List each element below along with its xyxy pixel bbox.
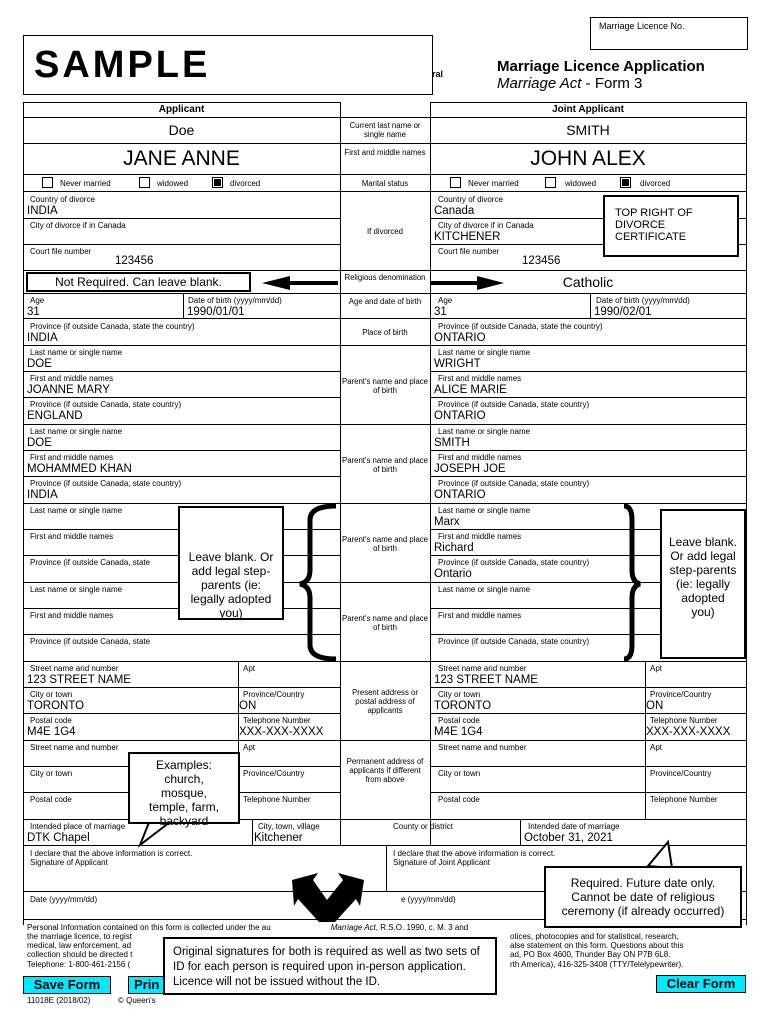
- joint-parent3-province[interactable]: Ontario: [434, 568, 472, 580]
- label-province: Province (if outside Canada, state: [30, 637, 151, 646]
- applicant-header: Applicant: [158, 104, 205, 115]
- applicant-postal[interactable]: M4E 1G4: [27, 726, 76, 738]
- joint-parent1-last[interactable]: WRIGHT: [434, 358, 481, 370]
- label-province: Province (if outside Canada, state country): [438, 637, 590, 646]
- applicant-first-names[interactable]: JANE ANNE: [123, 147, 240, 170]
- header-fragment: ral: [432, 69, 444, 79]
- label-county: County or district: [393, 822, 454, 831]
- label-first-names: First and middle names: [438, 453, 522, 462]
- joint-country-divorce[interactable]: Canada: [434, 205, 475, 217]
- label-city-divorce: City of divorce if in Canada: [438, 221, 534, 230]
- label-phone: Telephone Number: [243, 795, 311, 804]
- label-intended-place: Intended place of marriage: [30, 822, 126, 831]
- label-street: Street name and number: [30, 743, 119, 752]
- applicant-parent2-first[interactable]: MOHAMMED KHAN: [27, 463, 132, 475]
- label-country-divorce: Country of divorce: [438, 195, 503, 204]
- applicant-street[interactable]: 123 STREET NAME: [27, 674, 131, 686]
- label-dob: Date of birth (yyyy/mm/dd): [188, 296, 282, 305]
- label-postal: Postal code: [438, 716, 480, 725]
- joint-birth-province[interactable]: ONTARIO: [434, 332, 486, 344]
- joint-parent2-first[interactable]: JOSEPH JOE: [434, 463, 506, 475]
- label-phone: Telephone Number: [243, 716, 311, 725]
- label-age-dob: Age and date of birth: [348, 297, 422, 306]
- left-brace-shape: [300, 506, 336, 659]
- widowed-label: widowed: [565, 179, 597, 188]
- label-postal: Postal code: [30, 795, 72, 804]
- label-province: Province (if outside Canada, state country): [30, 479, 182, 488]
- label-religious: Religious denomination: [344, 273, 426, 282]
- label-court-file: Court file number: [438, 247, 500, 256]
- label-first-names: First and middle names: [30, 374, 114, 383]
- label-province-birth: Province (if outside Canada, state the country): [438, 322, 603, 331]
- applicant-declaration: I declare that the above information is correct.: [30, 849, 193, 858]
- applicant-parent2-last[interactable]: DOE: [27, 437, 52, 449]
- label-apt: Apt: [243, 743, 256, 752]
- joint-age[interactable]: 31: [434, 306, 447, 318]
- label-if-divorced: If divorced: [367, 227, 403, 236]
- label-signature-date: Date (yyyy/mm/dd): [30, 895, 98, 904]
- joint-phone[interactable]: XXX-XXX-XXXX: [646, 726, 731, 738]
- label-parents-3: Parent's name and place of birth: [342, 535, 429, 553]
- not-required-callout: Not Required. Can leave blank.: [26, 272, 251, 292]
- label-phone: Telephone Number: [650, 716, 718, 725]
- sample-text: SAMPLE: [34, 44, 211, 86]
- label-country-divorce: Country of divorce: [30, 195, 95, 204]
- applicant-parent1-first[interactable]: JOANNE MARY: [27, 384, 110, 396]
- privacy-line-5: Telephone: 1-800-461-2156 (: [27, 960, 131, 969]
- divorced-label: divorced: [230, 179, 261, 188]
- never-married-label: Never married: [60, 179, 111, 188]
- divorced-label: divorced: [640, 179, 671, 188]
- right-brace-shape: [624, 506, 640, 659]
- right-arrow-shape: [430, 276, 504, 290]
- copyright: © Queen's: [118, 996, 156, 1005]
- label-last-name: Last name or single name: [30, 427, 123, 436]
- joint-city[interactable]: TORONTO: [434, 700, 492, 712]
- applicant-dob[interactable]: 1990/01/01: [187, 306, 245, 318]
- label-prov-country: Province/Country: [243, 690, 305, 699]
- joint-parent1-province[interactable]: ONTARIO: [434, 410, 486, 422]
- label-first-middle: First and middle names: [344, 148, 426, 157]
- joint-street[interactable]: 123 STREET NAME: [434, 674, 538, 686]
- label-first-names: First and middle names: [438, 532, 522, 541]
- label-last-name: Last name or single name: [30, 348, 123, 357]
- label-place-birth: Place of birth: [362, 328, 408, 337]
- joint-last-name[interactable]: SMITH: [566, 122, 610, 138]
- label-last-name: Last name or single name: [438, 348, 531, 357]
- widowed-label: widowed: [157, 179, 189, 188]
- label-last-name: Last name or single name: [30, 585, 123, 594]
- label-last-name: Last name or single name: [438, 585, 531, 594]
- label-province: Province (if outside Canada, state country): [438, 479, 590, 488]
- joint-postal[interactable]: M4E 1G4: [434, 726, 483, 738]
- applicant-age[interactable]: 31: [27, 306, 40, 318]
- privacy-line-2: the marriage licence, to regist: [27, 932, 132, 941]
- label-province: Province (if outside Canada, state country): [30, 400, 182, 409]
- original-signatures-callout: Original signatures for both is required as well as two sets of ID for each person is required upon in-person application. Licence will not be issued without the ID.: [163, 937, 497, 995]
- joint-parent2-province[interactable]: ONTARIO: [434, 489, 486, 501]
- print-form-button[interactable]: Prin: [128, 976, 168, 994]
- applicant-city[interactable]: TORONTO: [27, 700, 85, 712]
- label-street: Street name and number: [438, 664, 527, 673]
- label-province-birth: Province (if outside Canada, state the country): [30, 322, 195, 331]
- label-street: Street name and number: [30, 664, 119, 673]
- applicant-phone[interactable]: XXX-XXX-XXXX: [239, 726, 324, 738]
- label-apt: Apt: [650, 743, 663, 752]
- label-last-name: Last name or single name: [438, 506, 531, 515]
- privacy-line-3: medical, law enforcement, ad: [27, 941, 132, 950]
- label-signature-applicant: Signature of Applicant: [30, 858, 108, 867]
- label-signature-joint: Signature of Joint Applicant: [393, 858, 490, 867]
- joint-province[interactable]: ON: [646, 700, 664, 712]
- label-age: Age: [30, 296, 45, 305]
- top-right-callout: TOP RIGHT OF DIVORCE CERTIFICATE: [603, 195, 739, 257]
- applicant-court-file[interactable]: 123456: [115, 255, 154, 267]
- label-city: City or town: [438, 690, 481, 699]
- joint-city-divorce[interactable]: KITCHENER: [434, 231, 501, 243]
- joint-applicant-header: Joint Applicant: [552, 104, 624, 115]
- label-signature-date-joint: e (yyyy/mm/dd): [401, 895, 456, 904]
- never-married-label: Never married: [468, 179, 519, 188]
- applicant-last-name[interactable]: Doe: [168, 122, 195, 138]
- left-arrow-shape: [262, 276, 338, 290]
- label-city: City or town: [438, 769, 481, 778]
- privacy-line-1: Personal Information contained on this form is collected under the au Marriage Act, R.S.O. 1990, c. M. 3 and: [27, 923, 469, 932]
- label-age: Age: [438, 296, 453, 305]
- label-postal: Postal code: [30, 716, 72, 725]
- marriage-place[interactable]: DTK Chapel: [27, 832, 90, 844]
- licence-number-label: Marriage Licence No.: [599, 21, 685, 31]
- label-parents-1: Parent's name and place of birth: [342, 377, 429, 395]
- applicant-parent1-last[interactable]: DOE: [27, 358, 52, 370]
- label-present-address: Present address or postal address of applicants: [352, 688, 418, 715]
- leave-blank-left-callout: Leave blank. Or add legal step-parents (ie: legally adopted you): [178, 506, 284, 620]
- joint-parent3-last[interactable]: Marx: [434, 516, 460, 528]
- joint-religion[interactable]: Catholic: [562, 274, 614, 290]
- privacy-line-4: collection should be directed t: [27, 950, 133, 959]
- privacy-line-3b: alse statement on this form. Questions about this: [510, 941, 684, 950]
- privacy-line-5b: rth America), 416-325-3408 (TTY/Telelypewriter).: [510, 960, 684, 969]
- clear-form-button[interactable]: Clear Form: [656, 975, 746, 993]
- label-first-names: First and middle names: [438, 611, 522, 620]
- label-province: Province (if outside Canada, state country): [438, 558, 590, 567]
- label-prov-country: Province/Country: [243, 769, 305, 778]
- label-parents-4: Parent's name and place of birth: [342, 614, 429, 632]
- label-marital: Marital status: [361, 179, 409, 188]
- label-apt: Apt: [650, 664, 663, 673]
- applicant-parent2-province[interactable]: INDIA: [27, 489, 58, 501]
- marriage-date[interactable]: October 31, 2021: [524, 832, 613, 844]
- act-name: Marriage Act: [497, 75, 582, 92]
- label-last-name: Last name or single name: [30, 506, 123, 515]
- joint-court-file[interactable]: 123456: [522, 255, 561, 267]
- joint-parent1-first[interactable]: ALICE MARIE: [434, 384, 507, 396]
- label-court-file: Court file number: [30, 247, 92, 256]
- examples-callout: Examples: church, mosque, temple, farm, backyard: [128, 752, 240, 824]
- applicant-birth-province[interactable]: INDIA: [27, 332, 58, 344]
- label-current-last: Current last name or single name: [349, 121, 421, 139]
- label-postal: Postal code: [438, 795, 480, 804]
- joint-first-names[interactable]: JOHN ALEX: [530, 147, 646, 170]
- label-province: Province (if outside Canada, state country): [438, 400, 590, 409]
- label-first-names: First and middle names: [30, 453, 114, 462]
- label-permanent-address: Permanent address of applicants if different from above: [346, 757, 424, 784]
- label-first-names: First and middle names: [30, 611, 114, 620]
- label-dob: Date of birth (yyyy/mm/dd): [596, 296, 690, 305]
- form-title: Marriage Licence Application: [497, 58, 705, 75]
- required-tail: [648, 842, 672, 868]
- joint-dob[interactable]: 1990/02/01: [594, 306, 652, 318]
- label-city: City or town: [30, 769, 73, 778]
- label-city-village: City, town, village: [258, 822, 320, 831]
- save-form-button[interactable]: Save Form: [23, 976, 111, 994]
- label-first-names: First and middle names: [438, 374, 522, 383]
- applicant-country-divorce[interactable]: INDIA: [27, 205, 58, 217]
- privacy-line-4b: ad, PO Box 4600, Thunder Bay ON P7B 6L8.: [510, 950, 671, 959]
- label-street: Street name and number: [438, 743, 527, 752]
- joint-declaration: I declare that the above information is correct.: [393, 849, 556, 858]
- label-prov-country: Province/Country: [650, 690, 712, 699]
- applicant-parent1-province[interactable]: ENGLAND: [27, 410, 83, 422]
- label-last-name: Last name or single name: [438, 427, 531, 436]
- double-arrow-shape: [292, 873, 364, 922]
- label-province: Province (if outside Canada, state: [30, 558, 151, 567]
- marriage-city[interactable]: Kitchener: [254, 832, 303, 844]
- required-future-callout: Required. Future date only. Cannot be date of religious ceremony (if already occurred): [544, 866, 742, 928]
- joint-parent3-first[interactable]: Richard: [434, 542, 474, 554]
- label-city: City or town: [30, 690, 73, 699]
- form-number-footer: 11018E (2018/02): [27, 996, 91, 1005]
- form-number: - Form 3: [585, 75, 643, 92]
- applicant-province[interactable]: ON: [239, 700, 257, 712]
- label-intended-date: Intended date of marriage: [528, 822, 620, 831]
- label-parents-2: Parent's name and place of birth: [342, 456, 429, 474]
- label-phone: Telephone Number: [650, 795, 718, 804]
- leave-blank-right-callout: Leave blank. Or add legal step-parents (ie: legally adopted you): [660, 509, 746, 659]
- label-apt: Apt: [243, 664, 256, 673]
- label-prov-country: Province/Country: [650, 769, 712, 778]
- privacy-line-2b: otices, photocopies and for statistical, research,: [510, 932, 679, 941]
- label-city-divorce: City of divorce if in Canada: [30, 221, 126, 230]
- joint-parent2-last[interactable]: SMITH: [434, 437, 470, 449]
- label-first-names: First and middle names: [30, 532, 114, 541]
